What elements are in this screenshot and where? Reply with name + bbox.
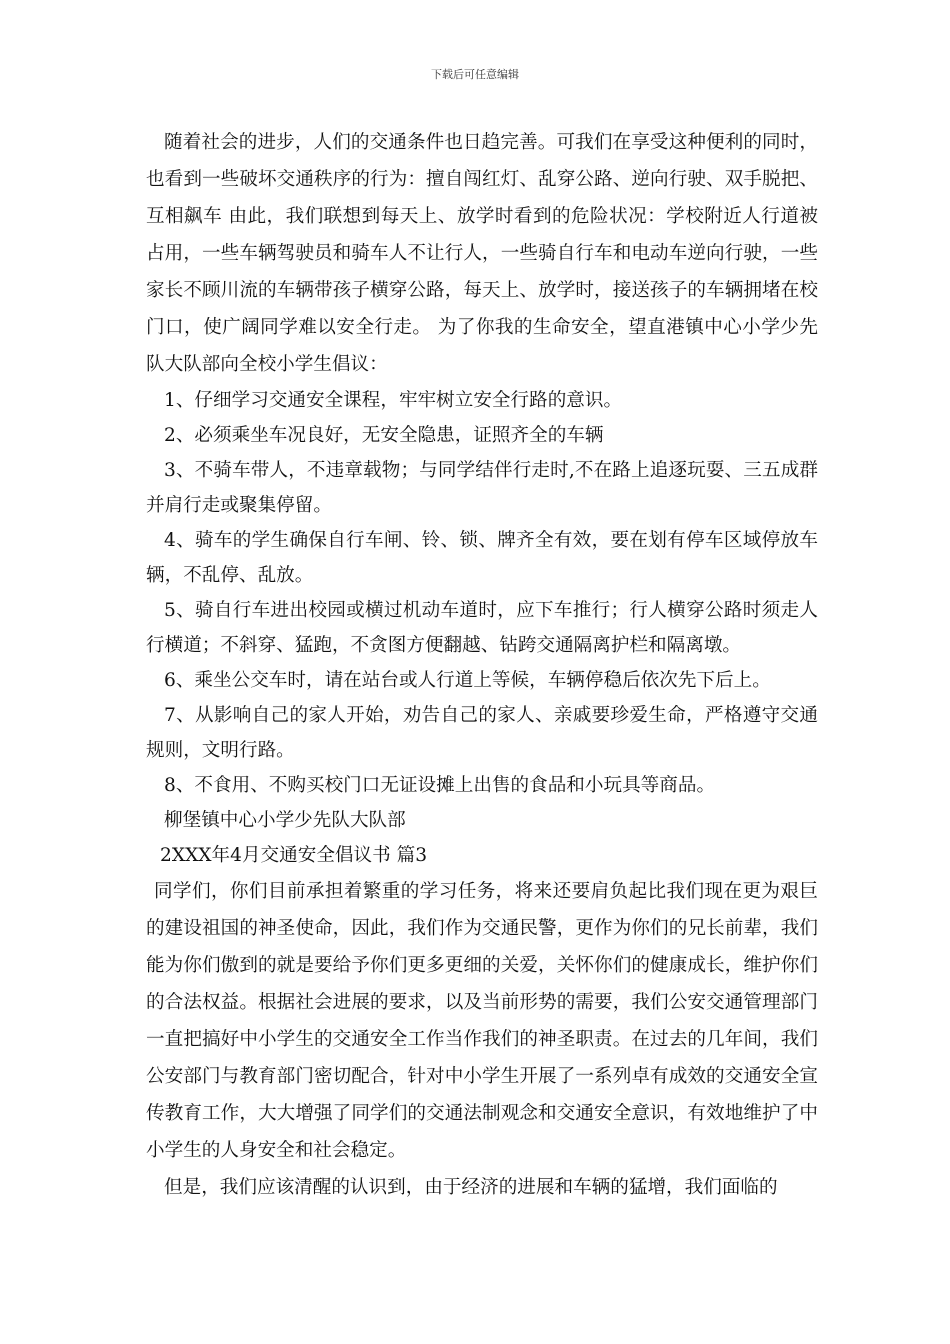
body-paragraph: 同学们，你们目前承担着繁重的学习任务，将来还要肩负起比我们现在更为艰巨的建设祖国的神圣使命，因此，我们作为交通民警，更作为你们的兄长前辈，我们能为你们傲到的就是要给予你们更多更细的关爱，关怀你们的健康成长，维护你们的合法权益。根据社会进展的要求，以及当前形势的需要，我们公安交通管理部门一直把搞好中小学生的交通安全工作当作我们的神圣职责。在过去的几年间，我们公安部门与教育部门密切配合，针对中小学生开展了一系列卓有成效的交通安全宣传教育工作，大大增强了同学们的交通法制观念和交通安全意识，有效地维护了中小学生的人身安全和社会稳定。 xyxy=(146,881,818,1161)
list-item: 3、不骑车带人，不违章载物；与同学结伴行走时,不在路上追逐玩耍、三五成群并肩行走或聚集停留。 xyxy=(146,460,818,516)
document-body xyxy=(146,124,818,1206)
intro-paragraph: 随着社会的进步，人们的交通条件也日趋完善。可我们在享受这种便利的同时，也看到一些破坏交通秩序的行为：擅自闯红灯、乱穿公路、逆向行驶、双手脱把、互相飙车 由此，我们联想到每天上、放学时看到的危险状况：学校附近人行道被占用，一些车辆驾驶员和骑车人不让行人，一些骑自行车和电动车逆向行驶，一些家长不顾川流的车辆带孩子横穿公路，每天上、放学时，接送孩子的车辆拥堵在校门口，使广阔同学难以安全行走。 为了你我的生命安全，望直港镇中心小学少先队大队部向全校小学生倡议： xyxy=(146,132,818,375)
list-item: 8、不食用、不购买校门口无证设摊上出售的食品和小玩具等商品。 xyxy=(164,775,716,796)
section-title: 2XXX年4月交通安全倡议书 篇3 xyxy=(160,845,428,866)
list-item: 5、骑自行车进出校园或横过机动车道时，应下车推行；行人横穿公路时须走人行横道；不斜穿、猛跑，不贪图方便翻越、钻跨交通隔离护栏和隔离墩。 xyxy=(146,600,818,656)
list-item: 7、从影响自己的家人开始，劝告自己的家人、亲戚要珍爱生命，严格遵守交通规则，文明行路。 xyxy=(146,705,818,761)
signature: 柳堡镇中心小学少先队大队部 xyxy=(164,810,406,831)
page-header-note: 下载后可任意编辑 xyxy=(431,68,519,81)
body-paragraph: 但是，我们应该清醒的认识到，由于经济的进展和车辆的猛增，我们面临的 xyxy=(164,1177,778,1198)
list-item: 2、必须乘坐车况良好，无安全隐患，证照齐全的车辆 xyxy=(164,425,604,446)
list-item: 6、乘坐公交车时，请在站台或人行道上等候，车辆停稳后依次先下后上。 xyxy=(164,670,771,691)
list-item: 1、仔细学习交通安全课程，牢牢树立安全行路的意识。 xyxy=(164,390,623,411)
list-item: 4、骑车的学生确保自行车闸、铃、锁、牌齐全有效，要在划有停车区域停放车辆，不乱停、乱放。 xyxy=(146,530,818,586)
